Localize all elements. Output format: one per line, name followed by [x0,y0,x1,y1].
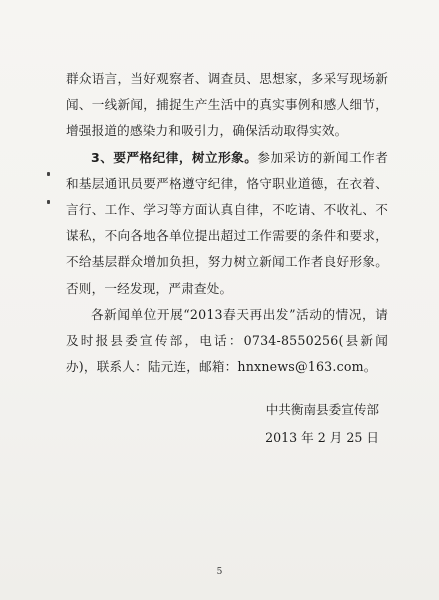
document-body [66,66,388,380]
item-3-heading: 3、要严格纪律，树立形象。 [91,149,258,165]
paragraph-contact: 各新闻单位开展“2013春天再出发”活动的情况，请及时报县委宣传部，电话：0734-8550256(县新闻办)，联系人：陆元连，邮箱：hnxnews@163.com。 [66,306,388,375]
item-3-text: 参加采访的新闻工作者和基层通讯员要严格遵守纪律，恪守职业道德，在衣着、言行、工作、学习等方面认真自律，不吃请、不收礼、不谋私，不向各地各单位提出超过工作需要的条件和要求，不给基层群众增加负担，努力树立新闻工作者良好形象。否则，一经发现，严肃查处。 [66,149,388,296]
binding-hole-mark [47,172,50,176]
page-number: 5 [216,567,223,577]
paragraph-intro: 群众语言，当好观察者、调查员、思想家，多采写现场新闻、一线新闻，捕捉生产生活中的真实事例和感人细节，增强报道的感染力和吸引力，确保活动取得实效。 [66,71,388,139]
binding-hole-mark [47,200,50,204]
paragraph-item-3 [66,145,388,302]
signature-date: 2013 年 2 月 25 日 [265,430,379,445]
signature-organization: 中共衡南县委宣传部 [265,402,379,417]
